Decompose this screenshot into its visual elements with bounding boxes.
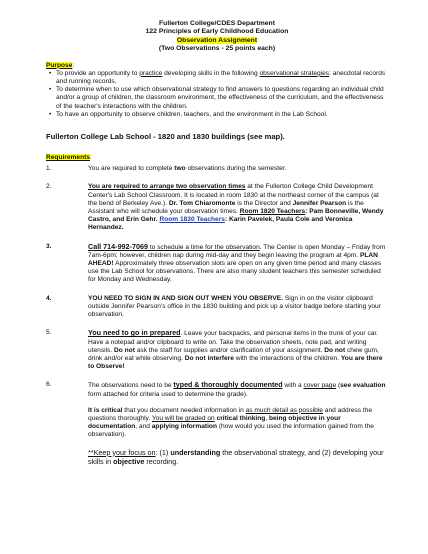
course-line: 122 Principles of Early Childhood Education — [145, 28, 289, 36]
purpose-item: • To have an opportunity to observe children, teachers, and the environment in the Lab School. — [49, 110, 328, 118]
purpose-item: • To provide an opportunity to practice developing skills in the following observational strategies: anecdotal records and running records. — [49, 69, 386, 86]
item-number: 4. — [46, 294, 52, 302]
purpose-section: Purpose: • To provide an opportunity to practice developing skills in the following observational strategies: anecdotal records and running records. • To determine when to use which observational strategy to find answers to questions regarding an individual child and/or a group of children, the classroom environment, the effectiveness of the curriculum, and the effectiveness of the teacher's interactions with the children. • To have an opportunity to observe children, teachers, and the environment in the Lab School. — [46, 62, 388, 119]
department-line: Fullerton College/CDES Department — [159, 20, 275, 27]
requirements-label: Requirements — [46, 154, 90, 162]
points-line: (Two Observations - 25 points each) — [158, 45, 276, 53]
requirement-item: 1. You are required to complete two observations during the semester. — [46, 165, 287, 173]
requirement-item: 5. You need to go in prepared. Leave your backpacks, and personal items in the trunk of your car. Have a notepad and/or clipboard to write on. Take the observation sheets, note pad, and writing utensils. Do not ask the staff for supplies and/or clarification of your assignment. Do not chew gum, drink and/or eat while observing. Do not interfere with the interactions of the children. You are there to Observe! — [46, 328, 383, 371]
requirement-item: 4. YOU NEED TO SIGN IN AND SIGN OUT WHEN YOU OBSERVE. Sign in on the visitor clipboard outside Jennifer Pearson's office in the 1830 building and pick up a visitor badge before starting your observation. — [46, 294, 381, 319]
requirements-list — [46, 165, 388, 465]
item-number: 5. — [46, 329, 52, 337]
item-number: 6. — [46, 381, 52, 389]
bullet-icon: • — [49, 86, 52, 94]
requirement-item: 2. You are required to arrange two observation times at the Fullerton College Child Development Center's Lab School Classroom. It is located in room 1830 at the northeast corner of the campus (at the bend of Berkeley Ave.). Dr. Tom Chiaromonte is the Director and Jennifer Pearson is the Assistant who will schedule your observation times. Room 1820 Teachers: Pam Bonneville, Wendy Castro, and Erin Gehr. Room 1830 Teachers: Karin Pavelek, Paula Cole and Veronica Hernandez. — [46, 183, 384, 232]
item-number: 2. — [46, 183, 52, 191]
requirement-item: 6. The observations need to be typed & thoroughly documented with a cover page (see evaluation form attached for criteria used to determine the grade). It is critical that you document needed information in as much detail as possible and address the questions thoroughly. You will be graded on critical thinking, being objective in your documentation, and applying information (how would you used the information gained from the observation). **Keep your focus on: (1) understanding the observational strategy, and (2) developing your skills in objective recording. — [46, 381, 386, 466]
phone-number: Call 714-992-7069 — [88, 241, 148, 251]
purpose-label: Purpose — [46, 61, 73, 69]
item-number: 1. — [46, 165, 52, 173]
room-1830-link[interactable]: Room 1830 Teachers — [159, 216, 225, 224]
room-1820-link: Room 1820 Teachers — [239, 208, 306, 216]
item-number: 3. — [46, 242, 52, 250]
assignment-title: Observation Assignment — [176, 36, 258, 44]
bullet-icon: • — [49, 110, 52, 118]
document-page: Fullerton College/CDES Department 122 Principles of Early Childhood Education Observation Assignment (Two Observations - 25 points each) Purpose: • To provide an opportunity to practice developing skills in the following observational strategies: anecdotal records and running records. • To determine when to use which observational strategy to find answers to questions regarding an individual child and/or a group of children, the classroom environment, the effectiveness of the curriculum, and the effectiveness of the teacher's interactions with the children. • To have an opportunity to observe children, teachers, and the environment in the Lab School. Fullerton College Lab School - 1820 and 1830 buildings (see map). Requirements: 1. You are required to complete two observations during the semester. 2. You are required to arrange two observation times at the Fullerton College Child Development Center's Lab School Classroom. It is located in room 1830 at the northeast corner of the campus (at the bend of Berkeley Ave.). Dr. Tom Chiaromonte is the Director and Jennifer Pearson is the Assistant who will schedule your observation times. Room 1820 Teachers: Pam Bonneville, Wendy Castro, and Erin Gehr. Room 1830 Teachers: Karin Pavelek, Paula Cole and Veronica Hernandez. 3. Call 714-992-7069 to schedule a time for the observation. The Center is open Monday – Friday from 7am-6pm; however, children nap during mid-day and they begin leaving the program at 4pm. PLAN AHEAD! Approximately three observation slots are open on any given time period and many classes use the Lab School for observations. There are also many student teachers this semester scheduled for Monday and Wednesday. 4. YOU NEED TO SIGN IN AND SIGN OUT WHEN YOU OBSERVE. Sign in on the visitor clipboard outside Jennifer Pearson's office in the 1830 building and pick up a visitor badge before starting your observation. 5. You need to go in prepared. Leave your backpacks, and personal items in the trunk of your car. Have a notepad and/or clipboard to write on. Take the observation sheets, note pad, and writing utensils. Do not ask the staff for supplies and/or clarification of your assignment. Do not chew gum, drink and/or eat while observing. Do not interfere with the interactions of the children. You are there to Observe! 6. The observations need to be typed & thoroughly documented with a cover page (see evaluation form attached for criteria used to determine the grade). It is critical that you document needed information in as much detail as possible and address the questions thoroughly. You will be graded on critical thinking, being objective in your documentation, and applying information (how would you used the information gained from the observation). **Keep your focus on: (1) understanding the observational strategy, and (2) developing your skills in objective recording. — [0, 0, 428, 554]
purpose-item: • To determine when to use which observational strategy to find answers to questions regarding an individual child and/or a group of children, the classroom environment, the effectiveness of the curriculum, and the effectiveness of the teacher's interactions with the children. — [49, 86, 384, 110]
bullet-icon: • — [49, 69, 52, 77]
requirement-item: 3. Call 714-992-7069 to schedule a time for the observation. The Center is open Monday – Friday from 7am-6pm; however, children nap during mid-day and they begin leaving the program at 4pm. PLAN AHEAD! Approximately three observation slots are open on any given time period and many classes use the Lab School for observations. There are also many student teachers this semester scheduled for Monday and Wednesday. — [46, 241, 386, 284]
lab-school-title: Fullerton College Lab School - 1820 and 1830 buildings (see map). — [46, 132, 285, 142]
document-header — [46, 20, 388, 54]
